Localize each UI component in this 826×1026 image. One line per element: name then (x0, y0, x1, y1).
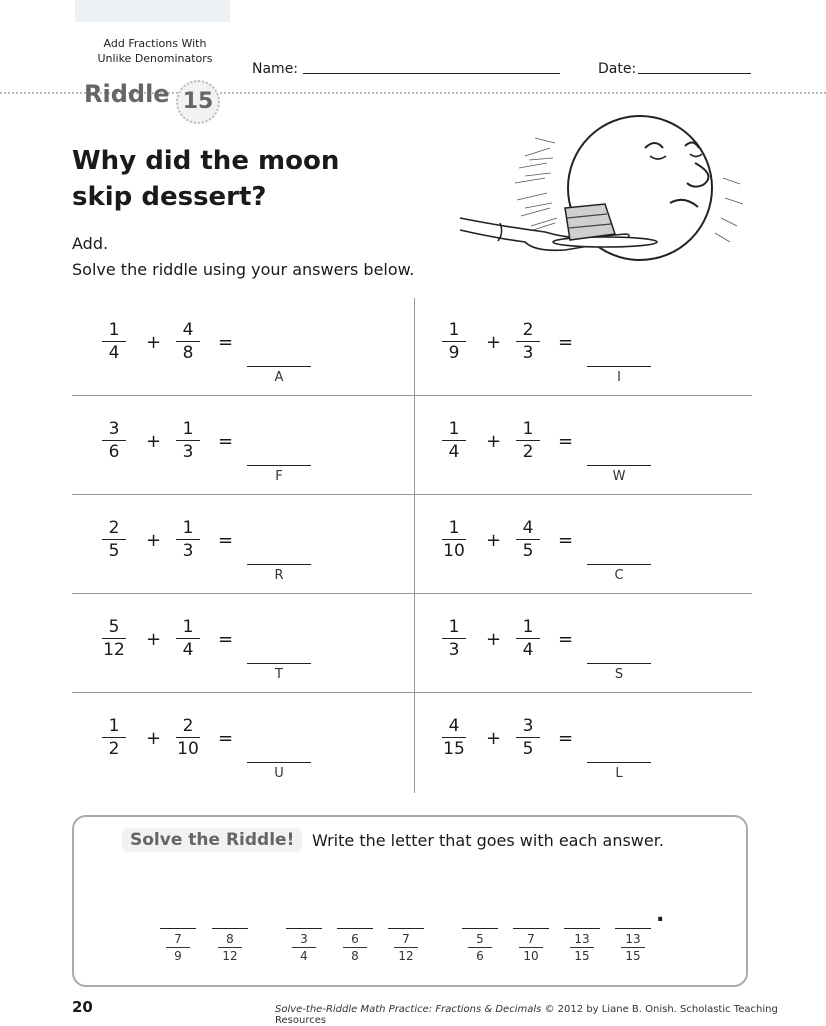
fraction-numerator: 7 (174, 932, 182, 946)
fraction-a (100, 716, 128, 759)
fraction-b (174, 518, 202, 561)
equals-sign: = (218, 431, 234, 452)
riddle-answer-fraction (462, 932, 498, 963)
name-label: Name: (252, 61, 299, 77)
riddle-answer-fraction (388, 932, 424, 963)
instruction-line-2: Solve the riddle using your answers below. (72, 260, 415, 279)
fraction-a (440, 716, 468, 759)
fraction-denominator: 6 (476, 949, 484, 963)
fraction-denominator: 10 (177, 739, 199, 759)
riddle-letter-blank[interactable] (160, 928, 196, 929)
fraction-a (440, 419, 468, 462)
fraction-a (440, 518, 468, 561)
grid-divider-row-2 (72, 494, 752, 495)
fraction-denominator: 3 (182, 541, 194, 561)
plus-sign: + (486, 332, 502, 353)
fraction-denominator: 10 (443, 541, 465, 561)
fraction-b (514, 419, 542, 462)
name-field[interactable] (303, 73, 560, 74)
moon-cake-illustration (455, 108, 755, 278)
equals-sign: = (218, 530, 234, 551)
riddle-letter-blank[interactable] (212, 928, 248, 929)
equals-sign: = (558, 332, 574, 353)
fraction-bar (621, 947, 645, 948)
instruction-line-1: Add. (72, 234, 109, 253)
fraction-bar (102, 341, 126, 342)
riddle-letter-blank[interactable] (462, 928, 498, 929)
equals-sign: = (558, 629, 574, 650)
fraction-numerator: 2 (522, 320, 534, 340)
answer-blank[interactable] (587, 762, 651, 763)
fraction-b (174, 419, 202, 462)
fraction-a (100, 419, 128, 462)
grid-divider-row-1 (72, 395, 752, 396)
fraction-bar (516, 737, 540, 738)
riddle-letter-blank[interactable] (286, 928, 322, 929)
fraction-bar (516, 341, 540, 342)
answer-blank[interactable] (587, 663, 651, 664)
fraction-numerator: 7 (402, 932, 410, 946)
fraction-numerator: 1 (108, 320, 120, 340)
fraction-numerator: 7 (527, 932, 535, 946)
fraction-denominator: 8 (351, 949, 359, 963)
fraction-bar (570, 947, 594, 948)
solve-riddle-heading: Solve the Riddle! (122, 828, 302, 852)
fraction-numerator: 1 (522, 617, 534, 637)
fraction-denominator: 3 (522, 343, 534, 363)
book-title: Solve-the-Riddle Math Practice: Fractions & Decimals (275, 1004, 542, 1015)
fraction-numerator: 4 (182, 320, 194, 340)
fraction-denominator: 15 (443, 739, 465, 759)
plus-sign: + (146, 728, 162, 749)
fraction-denominator: 10 (523, 949, 539, 963)
fraction-denominator: 5 (522, 739, 534, 759)
fraction-bar (218, 947, 242, 948)
fraction-bar (176, 539, 200, 540)
riddle-letter-blank[interactable] (513, 928, 549, 929)
fraction-bar (468, 947, 492, 948)
fraction-denominator: 6 (108, 442, 120, 462)
fraction-b (174, 716, 202, 759)
fraction-numerator: 13 (625, 932, 641, 946)
fraction-numerator: 3 (108, 419, 120, 439)
skill-label (96, 36, 214, 66)
answer-letter: T (275, 667, 283, 682)
riddle-letter-blank[interactable] (388, 928, 424, 929)
fraction-bar (176, 638, 200, 639)
fraction-denominator: 4 (108, 343, 120, 363)
fraction-bar (102, 638, 126, 639)
fraction-denominator: 3 (448, 640, 460, 660)
fraction-b (174, 617, 202, 660)
footer-credit (275, 1004, 826, 1026)
equals-sign: = (558, 431, 574, 452)
fraction-numerator: 1 (448, 518, 460, 538)
fraction-numerator: 8 (226, 932, 234, 946)
fraction-bar (519, 947, 543, 948)
answer-blank[interactable] (247, 762, 311, 763)
fraction-denominator: 4 (448, 442, 460, 462)
credit-text: © 2012 by Liane B. Onish. Scholastic Teaching Resources (275, 1004, 778, 1026)
fraction-b (514, 518, 542, 561)
fraction-numerator: 5 (476, 932, 484, 946)
plus-sign: + (146, 629, 162, 650)
plus-sign: + (486, 530, 502, 551)
riddle-answer-fraction (212, 932, 248, 963)
fraction-denominator: 2 (522, 442, 534, 462)
fraction-denominator: 8 (182, 343, 194, 363)
answer-letter: R (274, 568, 284, 583)
plus-sign: + (486, 728, 502, 749)
page-title (72, 143, 339, 215)
fraction-denominator: 12 (222, 949, 238, 963)
fraction-bar (176, 341, 200, 342)
fraction-bar (166, 947, 190, 948)
fraction-denominator: 5 (108, 541, 120, 561)
fraction-b (514, 320, 542, 363)
plus-sign: + (486, 431, 502, 452)
title-line-2: skip dessert? (72, 182, 267, 212)
page-number: 20 (72, 998, 93, 1016)
answer-letter: U (274, 766, 284, 781)
fraction-numerator: 4 (522, 518, 534, 538)
fraction-bar (516, 440, 540, 441)
fraction-bar (176, 737, 200, 738)
riddle-label: Riddle (84, 80, 170, 108)
answer-letter: W (612, 469, 626, 484)
answer-blank[interactable] (247, 465, 311, 466)
fraction-numerator: 6 (351, 932, 359, 946)
fraction-bar (516, 539, 540, 540)
plus-sign: + (146, 431, 162, 452)
grid-divider-row-3 (72, 593, 752, 594)
equals-sign: = (218, 332, 234, 353)
riddle-answer-fraction (160, 932, 196, 963)
fraction-numerator: 1 (182, 518, 194, 538)
instructions (72, 231, 414, 283)
fraction-bar (442, 341, 466, 342)
answer-letter: L (615, 766, 623, 781)
fraction-bar (102, 737, 126, 738)
answer-blank[interactable] (587, 465, 651, 466)
fraction-denominator: 4 (300, 949, 308, 963)
riddle-answer-fraction (564, 932, 600, 963)
fraction-denominator: 12 (103, 640, 125, 660)
riddle-answer-fraction (615, 932, 651, 963)
answer-blank[interactable] (247, 663, 311, 664)
answer-blank[interactable] (587, 564, 651, 565)
fraction-numerator: 1 (522, 419, 534, 439)
riddle-number-badge: 15 (176, 80, 220, 124)
fraction-a (440, 320, 468, 363)
fraction-a (100, 518, 128, 561)
fraction-bar (442, 638, 466, 639)
riddle-period: . (656, 902, 665, 927)
plus-sign: + (146, 530, 162, 551)
fraction-bar (442, 737, 466, 738)
fraction-denominator: 12 (398, 949, 414, 963)
fraction-denominator: 4 (182, 640, 194, 660)
answer-blank[interactable] (587, 366, 651, 367)
fraction-bar (442, 539, 466, 540)
fraction-b (174, 320, 202, 363)
fraction-denominator: 2 (108, 739, 120, 759)
title-line-1: Why did the moon (72, 146, 340, 176)
fraction-b (514, 617, 542, 660)
fraction-numerator: 1 (448, 320, 460, 340)
fraction-denominator: 4 (522, 640, 534, 660)
equals-sign: = (218, 629, 234, 650)
fraction-denominator: 9 (174, 949, 182, 963)
fraction-a (100, 320, 128, 363)
riddle-letter-blank[interactable] (615, 928, 651, 929)
answer-letter: A (274, 370, 284, 385)
answer-blank[interactable] (247, 366, 311, 367)
fraction-a (100, 617, 128, 660)
equals-sign: = (558, 530, 574, 551)
fraction-numerator: 1 (182, 617, 194, 637)
fraction-a (440, 617, 468, 660)
fraction-bar (516, 638, 540, 639)
answer-letter: C (614, 568, 624, 583)
answer-letter: F (275, 469, 283, 484)
riddle-letter-blank[interactable] (337, 928, 373, 929)
header-tab-decoration (75, 0, 230, 22)
fraction-denominator: 9 (448, 343, 460, 363)
fraction-denominator: 5 (522, 541, 534, 561)
fraction-numerator: 3 (300, 932, 308, 946)
fraction-bar (394, 947, 418, 948)
answer-letter: S (614, 667, 624, 682)
fraction-numerator: 1 (108, 716, 120, 736)
fraction-numerator: 1 (182, 419, 194, 439)
fraction-bar (292, 947, 316, 948)
grid-divider-vertical (414, 298, 415, 793)
fraction-numerator: 3 (522, 716, 534, 736)
fraction-denominator: 15 (574, 949, 590, 963)
plus-sign: + (486, 629, 502, 650)
answer-letter: I (617, 370, 621, 385)
riddle-letter-blank[interactable] (564, 928, 600, 929)
date-label: Date: (598, 61, 637, 77)
fraction-bar (442, 440, 466, 441)
equals-sign: = (218, 728, 234, 749)
fraction-numerator: 4 (448, 716, 460, 736)
grid-divider-row-4 (72, 692, 752, 693)
fraction-numerator: 2 (108, 518, 120, 538)
solve-riddle-instruction: Write the letter that goes with each answer. (312, 831, 664, 850)
riddle-answer-fraction (286, 932, 322, 963)
skill-line-2: Unlike Denominators (97, 52, 213, 65)
fraction-bar (102, 539, 126, 540)
equals-sign: = (558, 728, 574, 749)
answer-blank[interactable] (247, 564, 311, 565)
fraction-denominator: 15 (625, 949, 641, 963)
fraction-numerator: 13 (574, 932, 590, 946)
fraction-numerator: 1 (448, 617, 460, 637)
fraction-b (514, 716, 542, 759)
fraction-bar (176, 440, 200, 441)
skill-line-1: Add Fractions With (103, 37, 207, 50)
riddle-answer-fraction (337, 932, 373, 963)
fraction-numerator: 2 (182, 716, 194, 736)
plus-sign: + (146, 332, 162, 353)
fraction-bar (343, 947, 367, 948)
riddle-answer-fraction (513, 932, 549, 963)
fraction-numerator: 1 (448, 419, 460, 439)
fraction-bar (102, 440, 126, 441)
fraction-denominator: 3 (182, 442, 194, 462)
date-field[interactable] (638, 73, 751, 74)
fraction-numerator: 5 (108, 617, 120, 637)
